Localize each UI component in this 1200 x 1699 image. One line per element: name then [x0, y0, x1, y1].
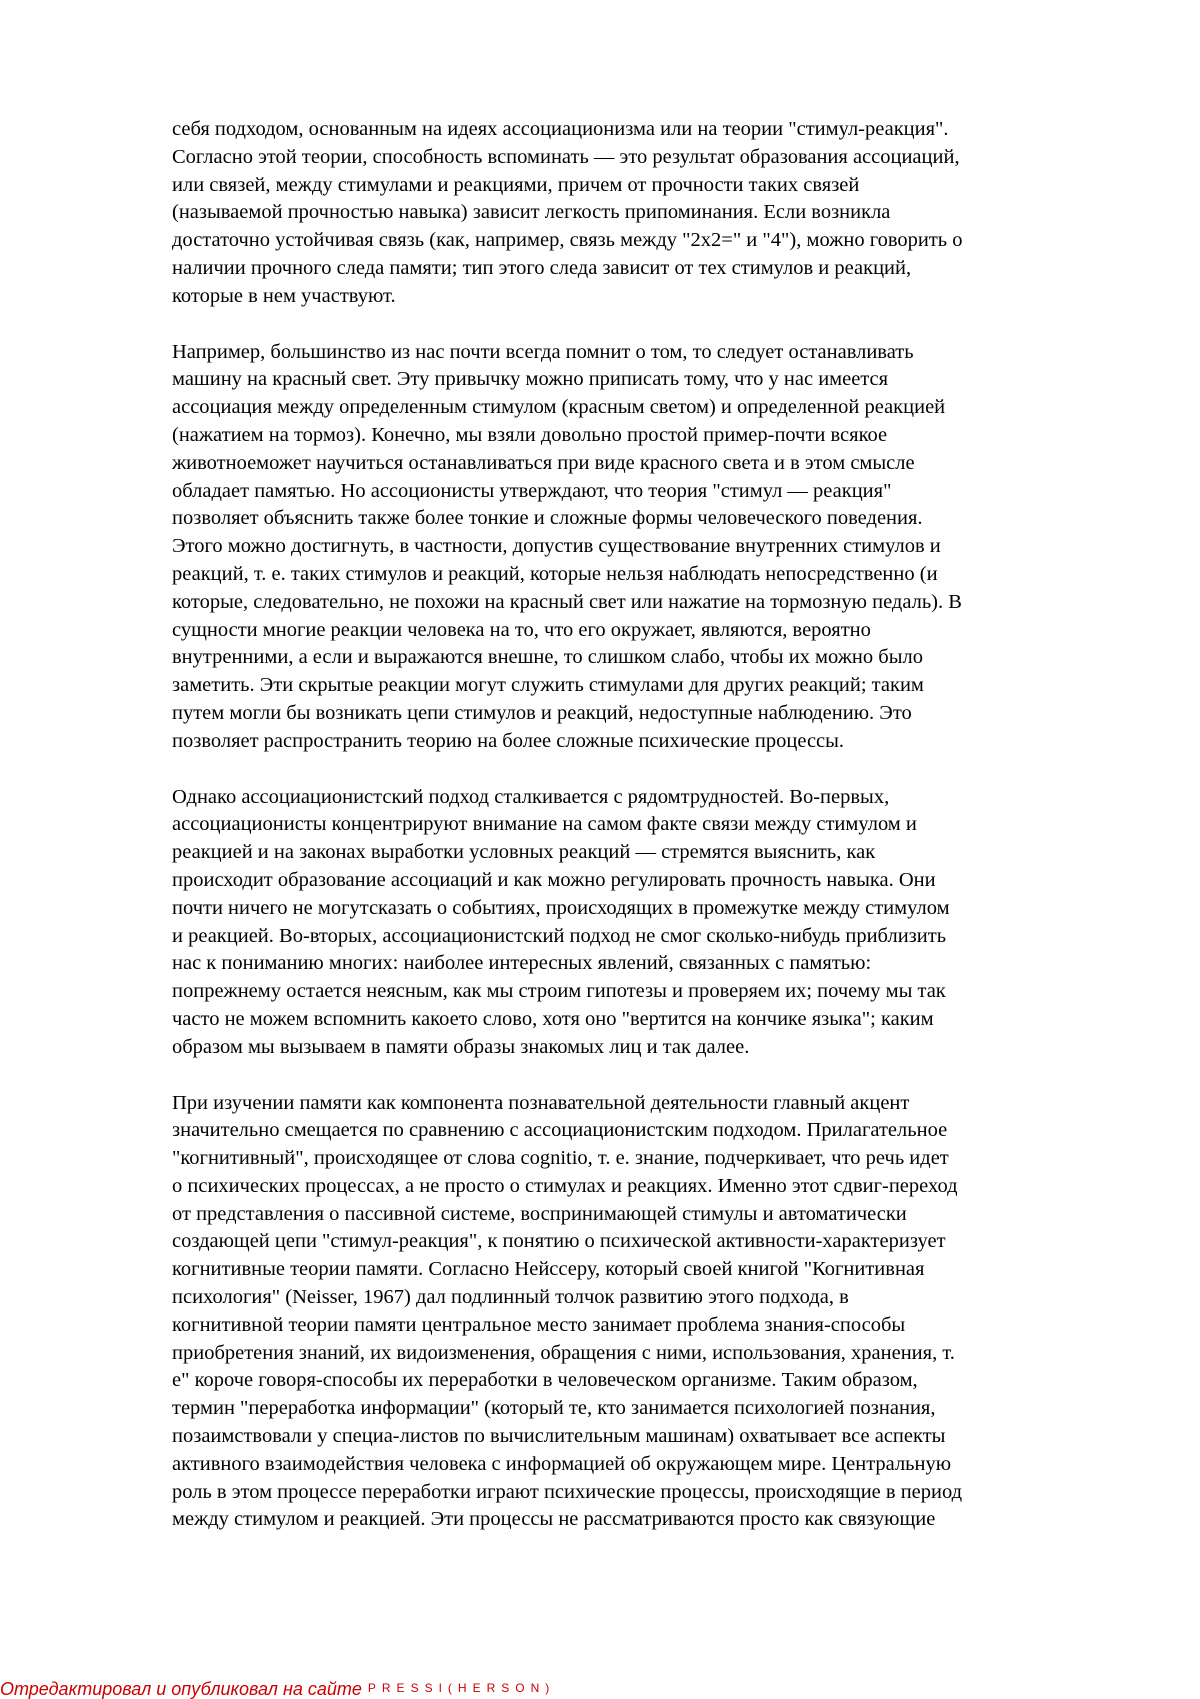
- document-body: [172, 116, 1122, 1562]
- text-line: активного взаимодействия человека с информацией об окружающем мире. Центральную: [172, 1452, 952, 1475]
- text-line: "когнитивный", происходящее от слова cognitio, т. е. знание, подчеркивает, что речь идет: [172, 1147, 949, 1170]
- text-line: реакций, т. е. таких стимулов и реакций, которые нельзя наблюдать непосредственно (и: [172, 562, 938, 585]
- text-line: позволяет объяснить также более тонкие и сложные формы человеческого поведения.: [172, 507, 923, 530]
- text-line: ассоциация между определенным стимулом (красным светом) и определенной реакцией: [172, 396, 946, 419]
- text-line: когнитивной теории памяти центральное место занимает проблема знания-способы: [172, 1313, 906, 1336]
- text-line: психология" (Neisser, 1967) дал подлинный толчок развитию этого подхода, в: [172, 1286, 849, 1309]
- paragraph: [172, 116, 1122, 311]
- text-line: часто не можем вспомнить какоето слово, хотя оно "вертится на кончике языка"; каким: [172, 1007, 934, 1030]
- text-line: создающей цепи "стимул-реакция", к понятию о психической активности-характеризует: [172, 1230, 946, 1253]
- text-line: образом мы вызываем в памяти образы знакомых лиц и так далее.: [172, 1035, 750, 1058]
- text-line: или связей, между стимулами и реакциями, причем от прочности таких связей: [172, 173, 860, 196]
- text-line: приобретения знаний, их видоизменения, обращения с ними, использования, хранения, т.: [172, 1341, 955, 1364]
- text-line: Согласно этой теории, способность вспоминать — это результат образования ассоциаций,: [172, 145, 960, 168]
- text-line: и реакцией. Во-вторых, ассоциационистский подход не смог сколько-нибудь приблизить: [172, 924, 947, 947]
- text-line: когнитивные теории памяти. Согласно Нейссеру, который своей книгой "Когнитивная: [172, 1258, 925, 1281]
- text-line: путем могли бы возникать цепи стимулов и реакций, недоступные наблюдению. Это: [172, 701, 912, 724]
- text-line: Однако ассоциационистский подход сталкивается с рядомтрудностей. Во-первых,: [172, 785, 890, 808]
- text-line: нас к пониманию многих: наиболее интересных явлений, связанных с памятью:: [172, 952, 872, 975]
- text-line: достаточно устойчивая связь (как, например, связь между "2x2=" и "4"), можно говорить о: [172, 229, 963, 252]
- paragraph: [172, 1090, 1122, 1535]
- footer: [0, 1678, 555, 1698]
- text-line: которые, следовательно, не похожи на красный свет или нажатие на тормозную педаль). В: [172, 590, 962, 613]
- text-line: реакцией и на законах выработки условных реакций — стремятся выяснить, как: [172, 841, 876, 864]
- text-line: (нажатием на тормоз). Конечно, мы взяли довольно простой пример-почти всякое: [172, 423, 888, 446]
- text-line: значительно смещается по сравнению с ассоциационистским подходом. Прилагательное: [172, 1119, 948, 1142]
- text-line: себя подходом, основанным на идеях ассоциационизма или на теории "стимул-реакция".: [172, 118, 949, 140]
- text-line: При изучении памяти как компонента познавательной деятельности главный акцент: [172, 1091, 910, 1114]
- text-line: между стимулом и реакцией. Эти процессы не рассматриваются просто как связующие: [172, 1508, 936, 1531]
- paragraph: [172, 784, 1122, 1062]
- text-line: наличии прочного следа памяти; тип этого следа зависит от тех стимулов и реакций,: [172, 256, 912, 279]
- text-line: о психических процессах, а не просто о стимулах и реакциях. Именно этот сдвиг-переход: [172, 1174, 958, 1197]
- text-line: внутренними, а если и выражаются внешне, то слишком слабо, чтобы их можно было: [172, 646, 923, 669]
- text-line: позволяет распространить теорию на более сложные психические процессы.: [172, 729, 845, 752]
- text-line: обладает памятью. Но ассоционисты утверждают, что теория "стимул — реакция": [172, 479, 892, 502]
- text-line: происходит образование ассоциаций и как можно регулировать прочность навыка. Они: [172, 868, 936, 891]
- text-line: сущности многие реакции человека на то, что его окружает, являются, вероятно: [172, 618, 871, 641]
- text-line: от представления о пассивной системе, воспринимающей стимулы и автоматически: [172, 1202, 907, 1225]
- text-line: Этого можно достигнуть, в частности, допустив существование внутренних стимулов и: [172, 535, 941, 558]
- text-line: е" короче говоря-способы их переработки в человеческом организме. Таким образом,: [172, 1369, 918, 1392]
- text-line: почти ничего не могутсказать о событиях, происходящих в промежутке между стимулом: [172, 896, 950, 919]
- text-line: которые в нем участвуют.: [172, 284, 396, 307]
- text-line: Например, большинство из нас почти всегда помнит о том, то следует останавливать: [172, 340, 914, 363]
- text-line: роль в этом процессе переработки играют психические процессы, происходящие в период: [172, 1480, 963, 1503]
- text-line: машину на красный свет. Эту привычку можно приписать тому, что у нас имеется: [172, 368, 889, 391]
- text-line: заметить. Эти скрытые реакции могут служить стимулами для других реакций; таким: [172, 674, 924, 697]
- text-line: животноеможет научиться останавливаться при виде красного света и в этом смысле: [172, 451, 915, 474]
- text-line: термин "переработка информации" (который те, кто занимается психологией познания,: [172, 1397, 936, 1420]
- footer-text: Отредактировал и опубликовал на сайте: [0, 1679, 362, 1699]
- text-line: позаимствовали у специа-листов по вычислительным машинам) охватывает все аспекты: [172, 1425, 946, 1448]
- text-line: ассоциационисты концентрируют внимание на самом факте связи между стимулом и: [172, 813, 917, 836]
- text-line: попрежнему остается неясным, как мы строим гипотезы и проверяем их; почему мы так: [172, 980, 946, 1003]
- text-line: (называемой прочностью навыка) зависит легкость припоминания. Если возникла: [172, 201, 891, 224]
- footer-logo: PRESSI(HERSON): [367, 1681, 556, 1695]
- paragraph: [172, 339, 1122, 756]
